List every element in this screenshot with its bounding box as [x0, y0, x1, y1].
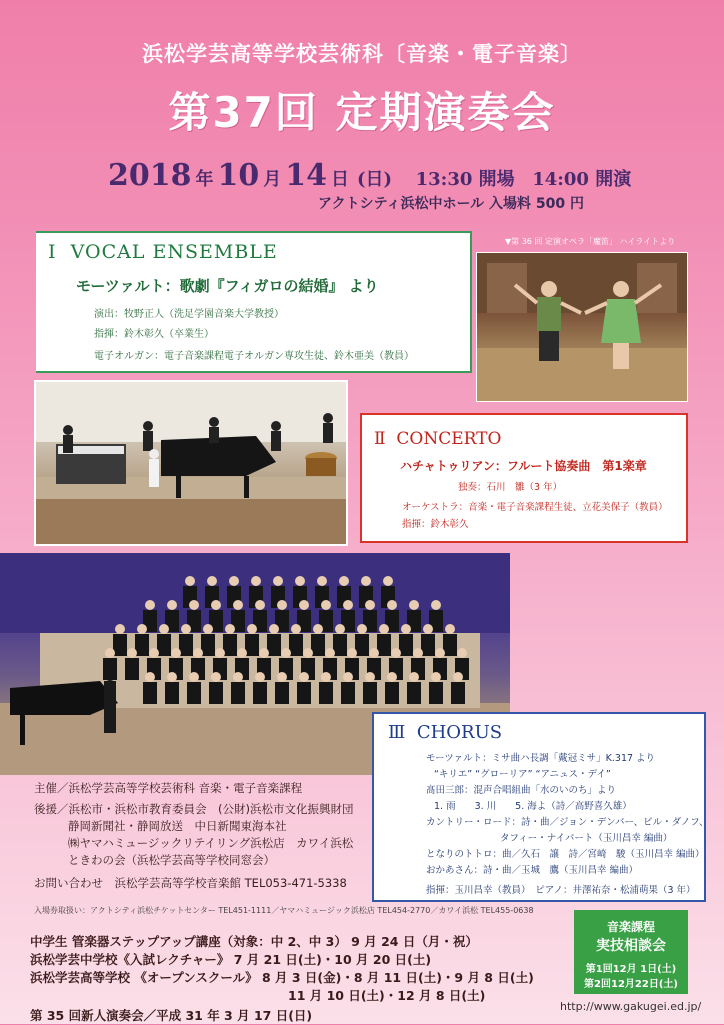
consult-date-1: 第1回12月 1日(土): [585, 964, 677, 975]
date-weekday: (日): [357, 169, 393, 190]
chorus-panel: [372, 712, 709, 902]
chorus-line-1: モーツァルト：ミサ曲ハ長調「戴冠ミサ」K.317 より: [426, 753, 656, 764]
chorus-line-5: カントリー・ロード：詩・曲／ジョン・デンバー、ビル・ダノフ、: [426, 817, 709, 828]
concerto-photo-illustration: [36, 382, 346, 544]
support-line-4: ときわの会（浜松学芸高等学校同窓会）: [68, 853, 275, 867]
choir-member: [253, 672, 267, 704]
school-title: 浜松学芸高等学校芸術科〔音楽・電子音楽〕: [142, 42, 582, 66]
vocal-heading: VOCAL ENSEMBLE: [70, 241, 278, 263]
consult-title-2: 実技相談会: [596, 938, 666, 954]
host-line: 主催／浜松学芸高等学校芸術科 音楽・電子音楽課程: [34, 781, 303, 795]
consult-date-2: 第2回12月22日(土): [584, 979, 678, 990]
choir-member: [289, 624, 303, 656]
support-line-3: ㈱ヤマハミュージックリテイリング浜松店 カワイ浜松: [68, 836, 354, 850]
consult-title-1: 音楽課程: [606, 920, 655, 934]
event-line-3: 浜松学芸高等学校 《オープンスクール》 8 月 3 日(金)・8 月 11 日(土)・9 月 8 日(土): [30, 970, 534, 985]
concerto-photo: [34, 380, 348, 546]
support-line-2: 静岡新聞社・静岡放送 中日新聞東海本社: [68, 819, 287, 833]
consultation-box: [574, 910, 688, 994]
chorus-numeral: Ⅲ: [388, 722, 406, 743]
open-time: 13:30 開場: [415, 169, 515, 190]
choir-member: [157, 624, 171, 656]
choir-member: [135, 624, 149, 656]
date-day-unit: 日: [331, 169, 349, 190]
section-heading-chorus: [388, 722, 502, 743]
concerto-numeral: Ⅱ: [374, 429, 386, 449]
choir-member: [125, 648, 139, 680]
concerto-subtitle: ハチャトゥリアン：フルート協奏曲 第1楽章: [400, 459, 647, 473]
vocal-subtitle: モーツァルト：歌劇『フィガロの結婚』 より: [76, 277, 379, 295]
opera-photo-caption: ▼第 36 回 定演オペラ「魔笛」 ハイライトより: [505, 237, 676, 246]
choir-member: [333, 624, 347, 656]
date-day: 14: [285, 158, 327, 193]
vocal-numeral: Ⅰ: [48, 241, 57, 263]
chorus-line-4: 1. 雨 3. 川 5. 海よ（詩／高野喜久雄）: [434, 801, 632, 812]
chorus-line-3: 髙田三郎：混声合唱組曲「水のいのち」より: [426, 785, 617, 796]
chorus-line-8: おかあさん：詩・曲／玉城 鷹（玉川昌幸 編曲）: [426, 865, 639, 876]
choir-member: [231, 672, 245, 704]
choir-member: [113, 624, 127, 656]
choir-member: [297, 672, 311, 704]
choir-member: [143, 672, 157, 704]
choir-member: [275, 672, 289, 704]
choir-member: [355, 624, 369, 656]
choir-member: [319, 672, 333, 704]
choir-member: [399, 624, 413, 656]
choir-member: [429, 672, 443, 704]
choir-member: [187, 672, 201, 704]
concerto-conductor: 指揮：鈴木彰久: [402, 519, 469, 530]
vocal-credit-director: 演出：牧野正人（洗足学園音楽大学教授）: [94, 309, 284, 320]
concerto-orchestra: オーケストラ：音楽・電子音楽課程生徒、立花美保子（教員）: [402, 502, 668, 513]
chorus-line-7: となりのトトロ：曲／久石 譲 詩／宮崎 駿（玉川昌幸 編曲）: [426, 849, 705, 860]
concerto-soloist: 独奏：石川 雛（3 年）: [458, 482, 563, 493]
organizer-info: [34, 780, 364, 892]
choir-member: [443, 624, 457, 656]
vocal-credit-organ: 電子オルガン：電子音楽課程電子オルガン専攻生徒、鈴木亜美（教員）: [94, 351, 414, 362]
choir-member: [311, 624, 325, 656]
vocal-ensemble-panel: [36, 231, 472, 373]
date-year-unit: 年: [195, 169, 214, 190]
choir-member: [341, 672, 355, 704]
event-line-5: 第 35 回新人演奏会／平成 31 年 3 月 17 日(日): [30, 1008, 313, 1023]
opera-photo: [476, 252, 688, 402]
opera-photo-illustration: [477, 253, 687, 401]
choir-member: [421, 624, 435, 656]
date-month: 10: [217, 158, 260, 193]
upcoming-events: [30, 933, 534, 1025]
date-line: [108, 158, 635, 193]
choir-member: [209, 672, 223, 704]
choir-member: [179, 624, 193, 656]
event-line-2: 浜松学芸中学校《入試レクチャー》 7 月 21 日(土)・10 月 20 日(土): [30, 952, 432, 967]
chorus-line-2: “キリエ” “グローリア” “アニュス・デイ”: [434, 769, 611, 780]
choir-member: [385, 672, 399, 704]
choir-member: [245, 624, 259, 656]
chorus-line-6: タフィー・ナイバート（玉川昌幸 編曲）: [500, 833, 673, 844]
event-line-1: 中学生 管楽器ステップアップ講座（対象：中 2、中 3） 9 月 24 日（月・祝）: [30, 934, 478, 949]
date-month-unit: 月: [263, 169, 282, 190]
concerto-heading: CONCERTO: [396, 429, 502, 449]
support-line-1: 後援／浜松市・浜松市教育委員会 (公財)浜松市文化振興財団: [34, 802, 354, 816]
section-heading-vocal: [48, 241, 278, 263]
choir-member: [103, 648, 117, 680]
choir-member: [223, 624, 237, 656]
choir-member: [363, 672, 377, 704]
venue-info: アクトシティ浜松中ホール 入場料 500 円: [318, 196, 585, 212]
choir-member: [377, 624, 391, 656]
choir-member: [451, 672, 465, 704]
start-time: 14:00 開演: [532, 169, 632, 190]
contact-line: お問い合わせ 浜松学芸高等学校音楽館 TEL053-471-5338: [34, 876, 347, 890]
concerto-panel: [360, 413, 688, 543]
choir-member: [407, 672, 421, 704]
section-heading-concerto: [374, 429, 501, 449]
event-line-4: 11 月 10 日(土)・12 月 8 日(土): [288, 988, 486, 1003]
choir-member: [201, 624, 215, 656]
vocal-credit-conductor: 指揮：鈴木彰久（卒業生）: [94, 329, 214, 340]
choir-member: [165, 672, 179, 704]
website-url[interactable]: http://www.gakugei.ed.jp/: [560, 1000, 702, 1013]
date-year: 2018: [108, 158, 192, 193]
ticket-info: 入場券取扱い：アクトシティ浜松チケットセンター TEL451-1111／ヤマハミュージック浜松店 TEL454-2770／カワイ浜松 TEL455-0638: [34, 906, 534, 915]
chorus-heading: CHORUS: [416, 722, 503, 743]
concert-title: 第37回 定期演奏会: [168, 88, 556, 137]
chorus-performers: 指揮：玉川昌幸（教員） ピアノ：井澤祐奈・松浦萌果（3 年）: [426, 885, 696, 896]
choir-member: [267, 624, 281, 656]
